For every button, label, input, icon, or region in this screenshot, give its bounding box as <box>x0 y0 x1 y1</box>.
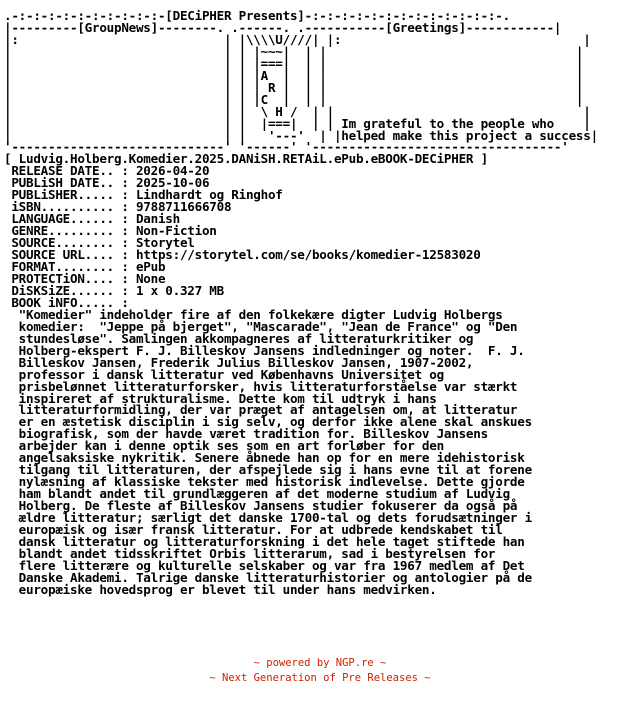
nfo-line: | | | |C | | | | <box>4 91 584 107</box>
nfo-line: GENRE......... : Non-Fiction <box>4 223 217 239</box>
nfo-line: FORMAT........ : ePub <box>4 259 166 275</box>
nfo-line: Holberg. De fleste af Billeskov Jansens studier fokuserer da også på <box>4 498 518 514</box>
nfo-line: LANGUAGE...... : Danish <box>4 211 180 227</box>
nfo-line: europæisk og især fransk litteratur. For at udbrede kendskabet til <box>4 521 503 537</box>
nfo-line: blandt andet tidsskriftet Orbis litterarum, sad i bestyrelsen for <box>4 545 496 561</box>
footer-powered-by: ~ powered by NGP.re ~ <box>253 657 387 669</box>
nfo-line: | | | |===| | | | <box>4 55 584 71</box>
nfo-line: nylæsning af klassiske tekster med historisk indlevelse. Dette gjorde <box>4 474 525 490</box>
nfo-line: .-:-:-:-:-:-:-:-:-:-:-[DECiPHER Presents]-:-:-:-:-:-:-:-:-:-:-:-:-:-. <box>4 8 510 23</box>
nfo-line: Danske Akademi. Talrige danske litteraturhistorier og antologier på de <box>4 569 532 585</box>
nfo-line: PUBLiSH DATE.. : 2025-10-06 <box>4 175 210 191</box>
nfo-line: | | | |A | | | | <box>4 67 584 83</box>
footer-tagline: ~ Next Generation of Pre Releases ~ <box>209 672 431 684</box>
nfo-line: europæiske hovedsprog er blevet til under hans medvirken. <box>4 581 437 597</box>
nfo-line: ham blandt andet til grundlæggeren af det moderne studium af Ludvig <box>4 486 510 502</box>
nfo-line: | | | '---' | |helped make this project a success| <box>4 127 598 143</box>
nfo-line: |: | |\\\\U////| |: | <box>4 31 591 47</box>
nfo-line: iSBN.......... : 9788711666708 <box>4 199 232 215</box>
nfo-line: flere litterære og kulturelle selskaber og var fra 1967 medlem af Det <box>4 557 525 573</box>
nfo-line: [ Ludvig.Holberg.Komedier.2025.DANiSH.RETAiL.ePub.eBOOK-DECiPHER ] <box>4 151 488 167</box>
nfo-line: | | | |===| | | Im grateful to the people who | <box>4 115 591 131</box>
nfo-line: angelsaksiske nykritik. Senere åbnede han op for en mere idehistorisk <box>4 450 525 466</box>
nfo-line: BOOK iNFO..... : <box>4 294 129 310</box>
nfo-line: Holberg-ekspert F. J. Billeskov Jansens indledninger og noter. F. J. <box>4 342 525 358</box>
nfo-line: Billeskov Jansen, Frederik Julius Billeskov Jansen, 1907-2002, <box>4 354 474 370</box>
nfo-line: komedier: "Jeppe på bjerget", "Mascarade", "Jean de France" og "Den <box>4 318 518 334</box>
footer <box>0 656 640 686</box>
nfo-line: prisbelønnet litteraturforsker, hvis litteraturforståelse var stærkt <box>4 378 518 394</box>
nfo-line: inspireret af strukturalisme. Dette kom til udtryk i hans <box>4 390 437 406</box>
nfo-line: | | | |~~~| | | | <box>4 43 584 59</box>
nfo-line: | | | \ H / | | | <box>4 103 591 119</box>
nfo-line: biografisk, som der havde været tradition for. Billeskov Jansens <box>4 426 488 442</box>
nfo-line: stundesløse". Samlingen akkompagneres af litteraturkritiker og <box>4 330 474 346</box>
nfo-line: PUBLiSHER..... : Lindhardt og Ringhof <box>4 187 283 203</box>
nfo-line: PROTECTiON.... : None <box>4 270 166 286</box>
nfo-line: |---------[GroupNews]--------. .------. .-----------[Greetings]------------| <box>4 19 562 35</box>
nfo-line: RELEASE DATE.. : 2026-04-20 <box>4 163 210 179</box>
nfo-line: ældre litteratur; særligt det danske 1700-tal og dets forudsætninger i <box>4 510 532 526</box>
nfo-line: DiSKSiZE...... : 1 x 0.327 MB <box>4 282 224 298</box>
nfo-line: litteraturformidling, der var præget af antagelsen om, at litteratur <box>4 402 518 418</box>
nfo-text <box>4 10 598 596</box>
nfo-line: | | | | R | | | | <box>4 79 584 95</box>
nfo-line: er en æstetisk disciplin i sig selv, og derfor ikke alene skal anskues <box>4 414 532 430</box>
nfo-line: tilgang til litteraturen, der afspejlede sig i hans evne til at forene <box>4 462 532 478</box>
nfo-line: arbejder kan i denne optik ses som en art forløber for den <box>4 438 444 454</box>
nfo-line: dansk litteratur og litteraturforskning i det hele taget stiftede han <box>4 533 525 549</box>
nfo-line: professor i dansk litteratur ved Københavns Universitet og <box>4 366 444 382</box>
nfo-line: "Komedier" indeholder fire af den folkekære digter Ludvig Holbergs <box>4 306 503 322</box>
nfo-line: '-----------------------------' '------' '----------------------------------' <box>4 139 569 155</box>
nfo-line: SOURCE URL.... : https://storytel.com/se/books/komedier-12583020 <box>4 247 481 263</box>
nfo-line: SOURCE........ : Storytel <box>4 235 195 251</box>
